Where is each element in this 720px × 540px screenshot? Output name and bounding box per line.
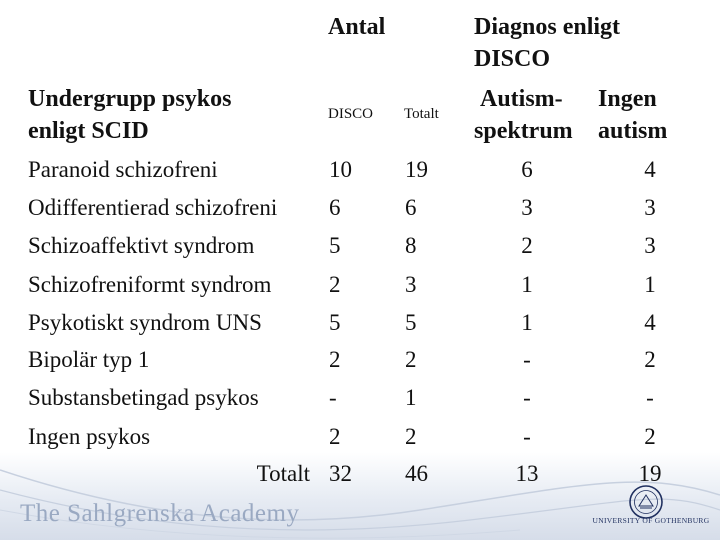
row-label: Psykotiskt syndrom UNS — [28, 310, 262, 335]
university-of-gothenburg-logo-text: UNIVERSITY OF GOTHENBURG — [592, 516, 710, 525]
cell-totalt: 19 — [405, 157, 428, 182]
header-subgroup-line2: enligt SCID — [28, 118, 149, 144]
cell-totalt: 2 — [405, 347, 417, 372]
sahlgrenska-academy-logo: The Sahlgrenska Academy — [20, 500, 300, 527]
cell-disco: 2 — [329, 347, 341, 372]
cell-disco: 2 — [329, 272, 341, 297]
cell-disco: 6 — [329, 195, 341, 220]
cell-autism: 1 — [521, 272, 533, 297]
header-col-totalt: Totalt — [404, 106, 439, 122]
cell-totalt: 1 — [405, 385, 417, 410]
cell-ingen: 3 — [644, 195, 656, 220]
row-label: Bipolär typ 1 — [28, 347, 150, 372]
cell-ingen: - — [646, 385, 654, 410]
cell-ingen: 2 — [644, 424, 656, 449]
row-label: Odifferentierad schizofreni — [28, 195, 278, 220]
cell-autism: - — [523, 385, 531, 410]
total-disco: 32 — [329, 461, 352, 486]
cell-disco: 10 — [329, 157, 352, 182]
header-diagnos-line1: Diagnos enligt — [474, 14, 621, 40]
header-col-ingen-line2: autism — [598, 118, 668, 144]
cell-autism: 2 — [521, 233, 533, 258]
cell-totalt: 6 — [405, 195, 417, 220]
cell-totalt: 5 — [405, 310, 417, 335]
total-totalt: 46 — [405, 461, 428, 486]
cell-ingen: 4 — [644, 157, 656, 182]
cell-disco: - — [329, 385, 337, 410]
row-label: Schizoaffektivt syndrom — [28, 233, 255, 258]
row-label: Schizofreniformt syndrom — [28, 272, 272, 297]
header-col-disco: DISCO — [328, 106, 374, 122]
cell-disco: 2 — [329, 424, 341, 449]
header-antal: Antal — [328, 14, 386, 40]
cell-autism: 1 — [521, 310, 533, 335]
university-seal-icon — [628, 484, 664, 520]
cell-totalt: 2 — [405, 424, 417, 449]
row-label: Paranoid schizofreni — [28, 157, 218, 182]
cell-totalt: 8 — [405, 233, 417, 258]
row-label: Substansbetingad psykos — [28, 385, 259, 410]
cell-disco: 5 — [329, 233, 341, 258]
header-diagnos-line2: DISCO — [474, 46, 551, 72]
total-ingen: 19 — [638, 461, 662, 486]
header-subgroup-line1: Undergrupp psykos — [28, 86, 232, 112]
header-col-autism-line2: spektrum — [474, 118, 573, 144]
cell-autism: - — [523, 347, 531, 372]
cell-autism: 6 — [521, 157, 533, 182]
cell-ingen: 4 — [644, 310, 656, 335]
cell-ingen: 1 — [644, 272, 656, 297]
total-autism: 13 — [515, 461, 539, 486]
cell-ingen: 3 — [644, 233, 656, 258]
cell-autism: 3 — [521, 195, 533, 220]
header-col-autism-line1: Autism- — [480, 86, 563, 112]
cell-ingen: 2 — [644, 347, 656, 372]
cell-totalt: 3 — [405, 272, 417, 297]
total-row-label: Totalt — [256, 461, 310, 486]
cell-autism: - — [523, 424, 531, 449]
row-label: Ingen psykos — [28, 424, 151, 449]
cell-disco: 5 — [329, 310, 341, 335]
header-col-ingen-line1: Ingen — [598, 86, 657, 112]
